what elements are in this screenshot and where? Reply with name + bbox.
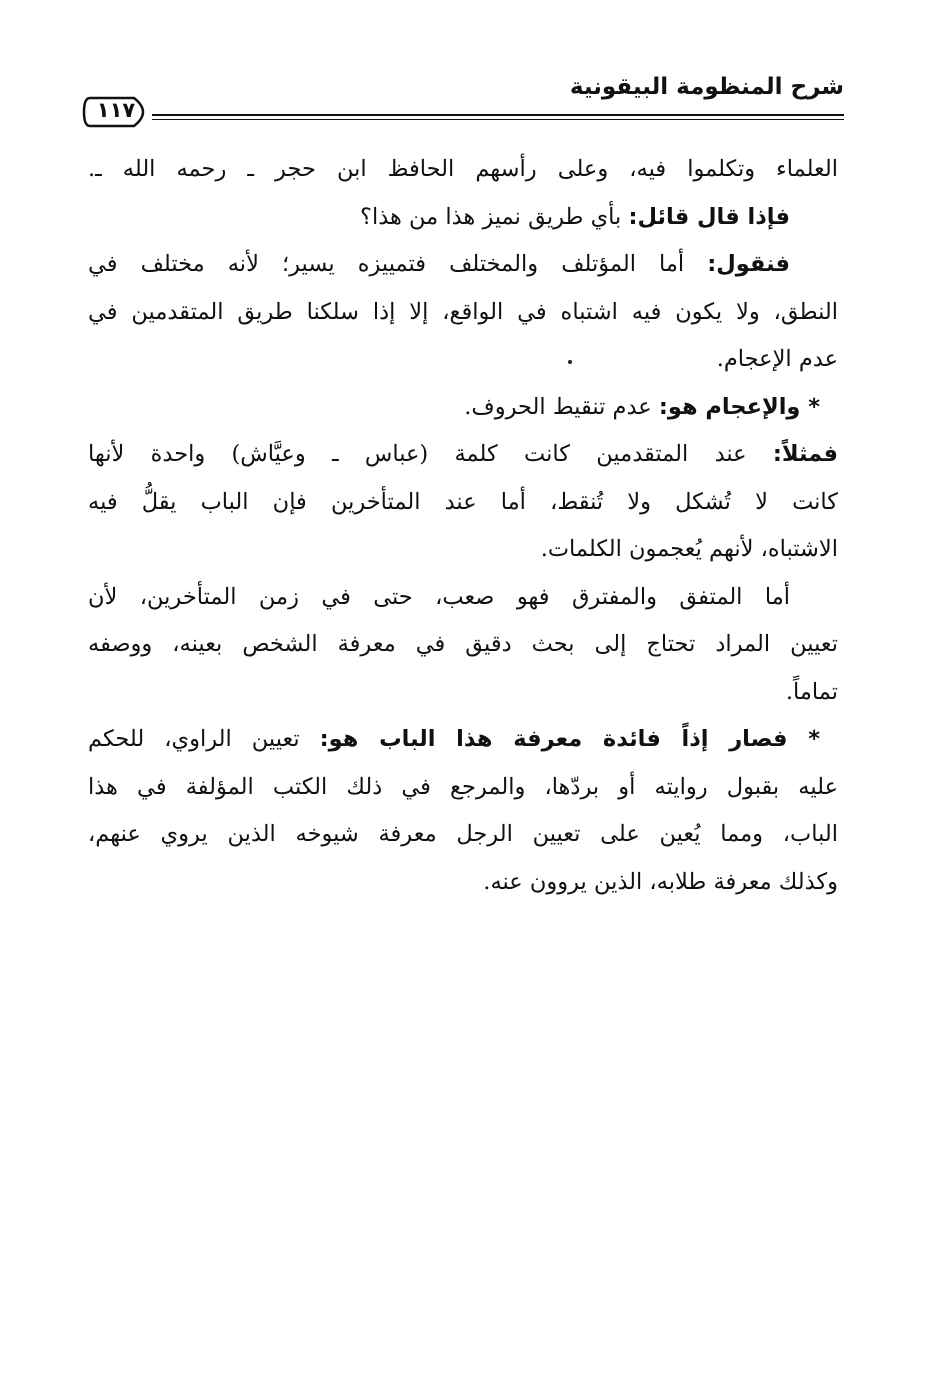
para4-line1 <box>88 384 838 432</box>
page-header <box>82 62 844 132</box>
para3-line1 <box>88 241 838 289</box>
para3-line3: عدم الإعجام. <box>716 346 838 372</box>
para5-line1-text: عند المتقدمين كانت كلمة (عباس ـ وعيَّاش) واحدة لأنها <box>88 441 773 467</box>
para7-line2: عليه بقبول روايته أو بردّها، والمرجع في ذلك الكتب المؤلفة في هذا <box>88 773 838 800</box>
header-rule-thin <box>152 119 844 120</box>
para2-text: بأي طريق نميز هذا من هذا؟ <box>360 203 629 230</box>
para7-line1-text: تعيين الراوي، للحكم <box>88 726 320 752</box>
para5-line3: الاشتباه، لأنهم يُعجمون الكلمات. <box>540 536 838 562</box>
para6-line2: تعيين المراد تحتاج إلى بحث دقيق في معرفة الشخص بعينه، ووصفه <box>88 631 838 657</box>
page-number-badge <box>82 95 156 129</box>
para7-line4: وكذلك معرفة طلابه، الذين يروون عنه. <box>483 868 838 895</box>
para4-text: عدم تنقيط الحروف. <box>464 393 659 420</box>
para1-line1: العلماء وتكلموا فيه، وعلى رأسهم الحافظ ابن حجر ـ رحمه الله ـ. <box>88 156 838 182</box>
header-rule-thick <box>152 114 844 116</box>
print-speck <box>568 360 572 364</box>
para6-line1: أما المتفق والمفترق فهو صعب، حتى في زمن المتأخرين، لأن <box>88 583 790 610</box>
para2-line1 <box>88 194 838 242</box>
para3-lead: فنقول: <box>707 251 790 277</box>
para4-lead: * والإعجام هو: <box>658 393 820 420</box>
para2-lead: فإذا قال قائل: <box>628 203 790 230</box>
para7-lead: * فصار إذاً فائدة معرفة هذا الباب هو: <box>319 726 820 752</box>
para3-line2: النطق، ولا يكون فيه اشتباه في الواقع، إلا إذا سلكنا طريق المتقدمين في <box>88 298 838 325</box>
para7-line3: الباب، ومما يُعين على تعيين الرجل معرفة شيوخه الذين يروي عنهم، <box>88 821 838 847</box>
para5-lead: فمثلاً: <box>772 441 838 467</box>
para7-line1 <box>88 716 838 764</box>
page-number: ١١٧ <box>96 98 136 122</box>
para5-line1 <box>88 431 838 479</box>
para3-line1-text: أما المؤتلف والمختلف فتمييزه يسير؛ لأنه مختلف في <box>88 251 708 277</box>
page-body <box>88 146 838 906</box>
para6-line3: تماماً. <box>785 678 838 705</box>
running-title: شرح المنظومة البيقونية <box>569 74 844 100</box>
para5-line2: كانت لا تُشكل ولا تُنقط، أما عند المتأخرين فإن الباب يقلُّ فيه <box>88 488 838 515</box>
